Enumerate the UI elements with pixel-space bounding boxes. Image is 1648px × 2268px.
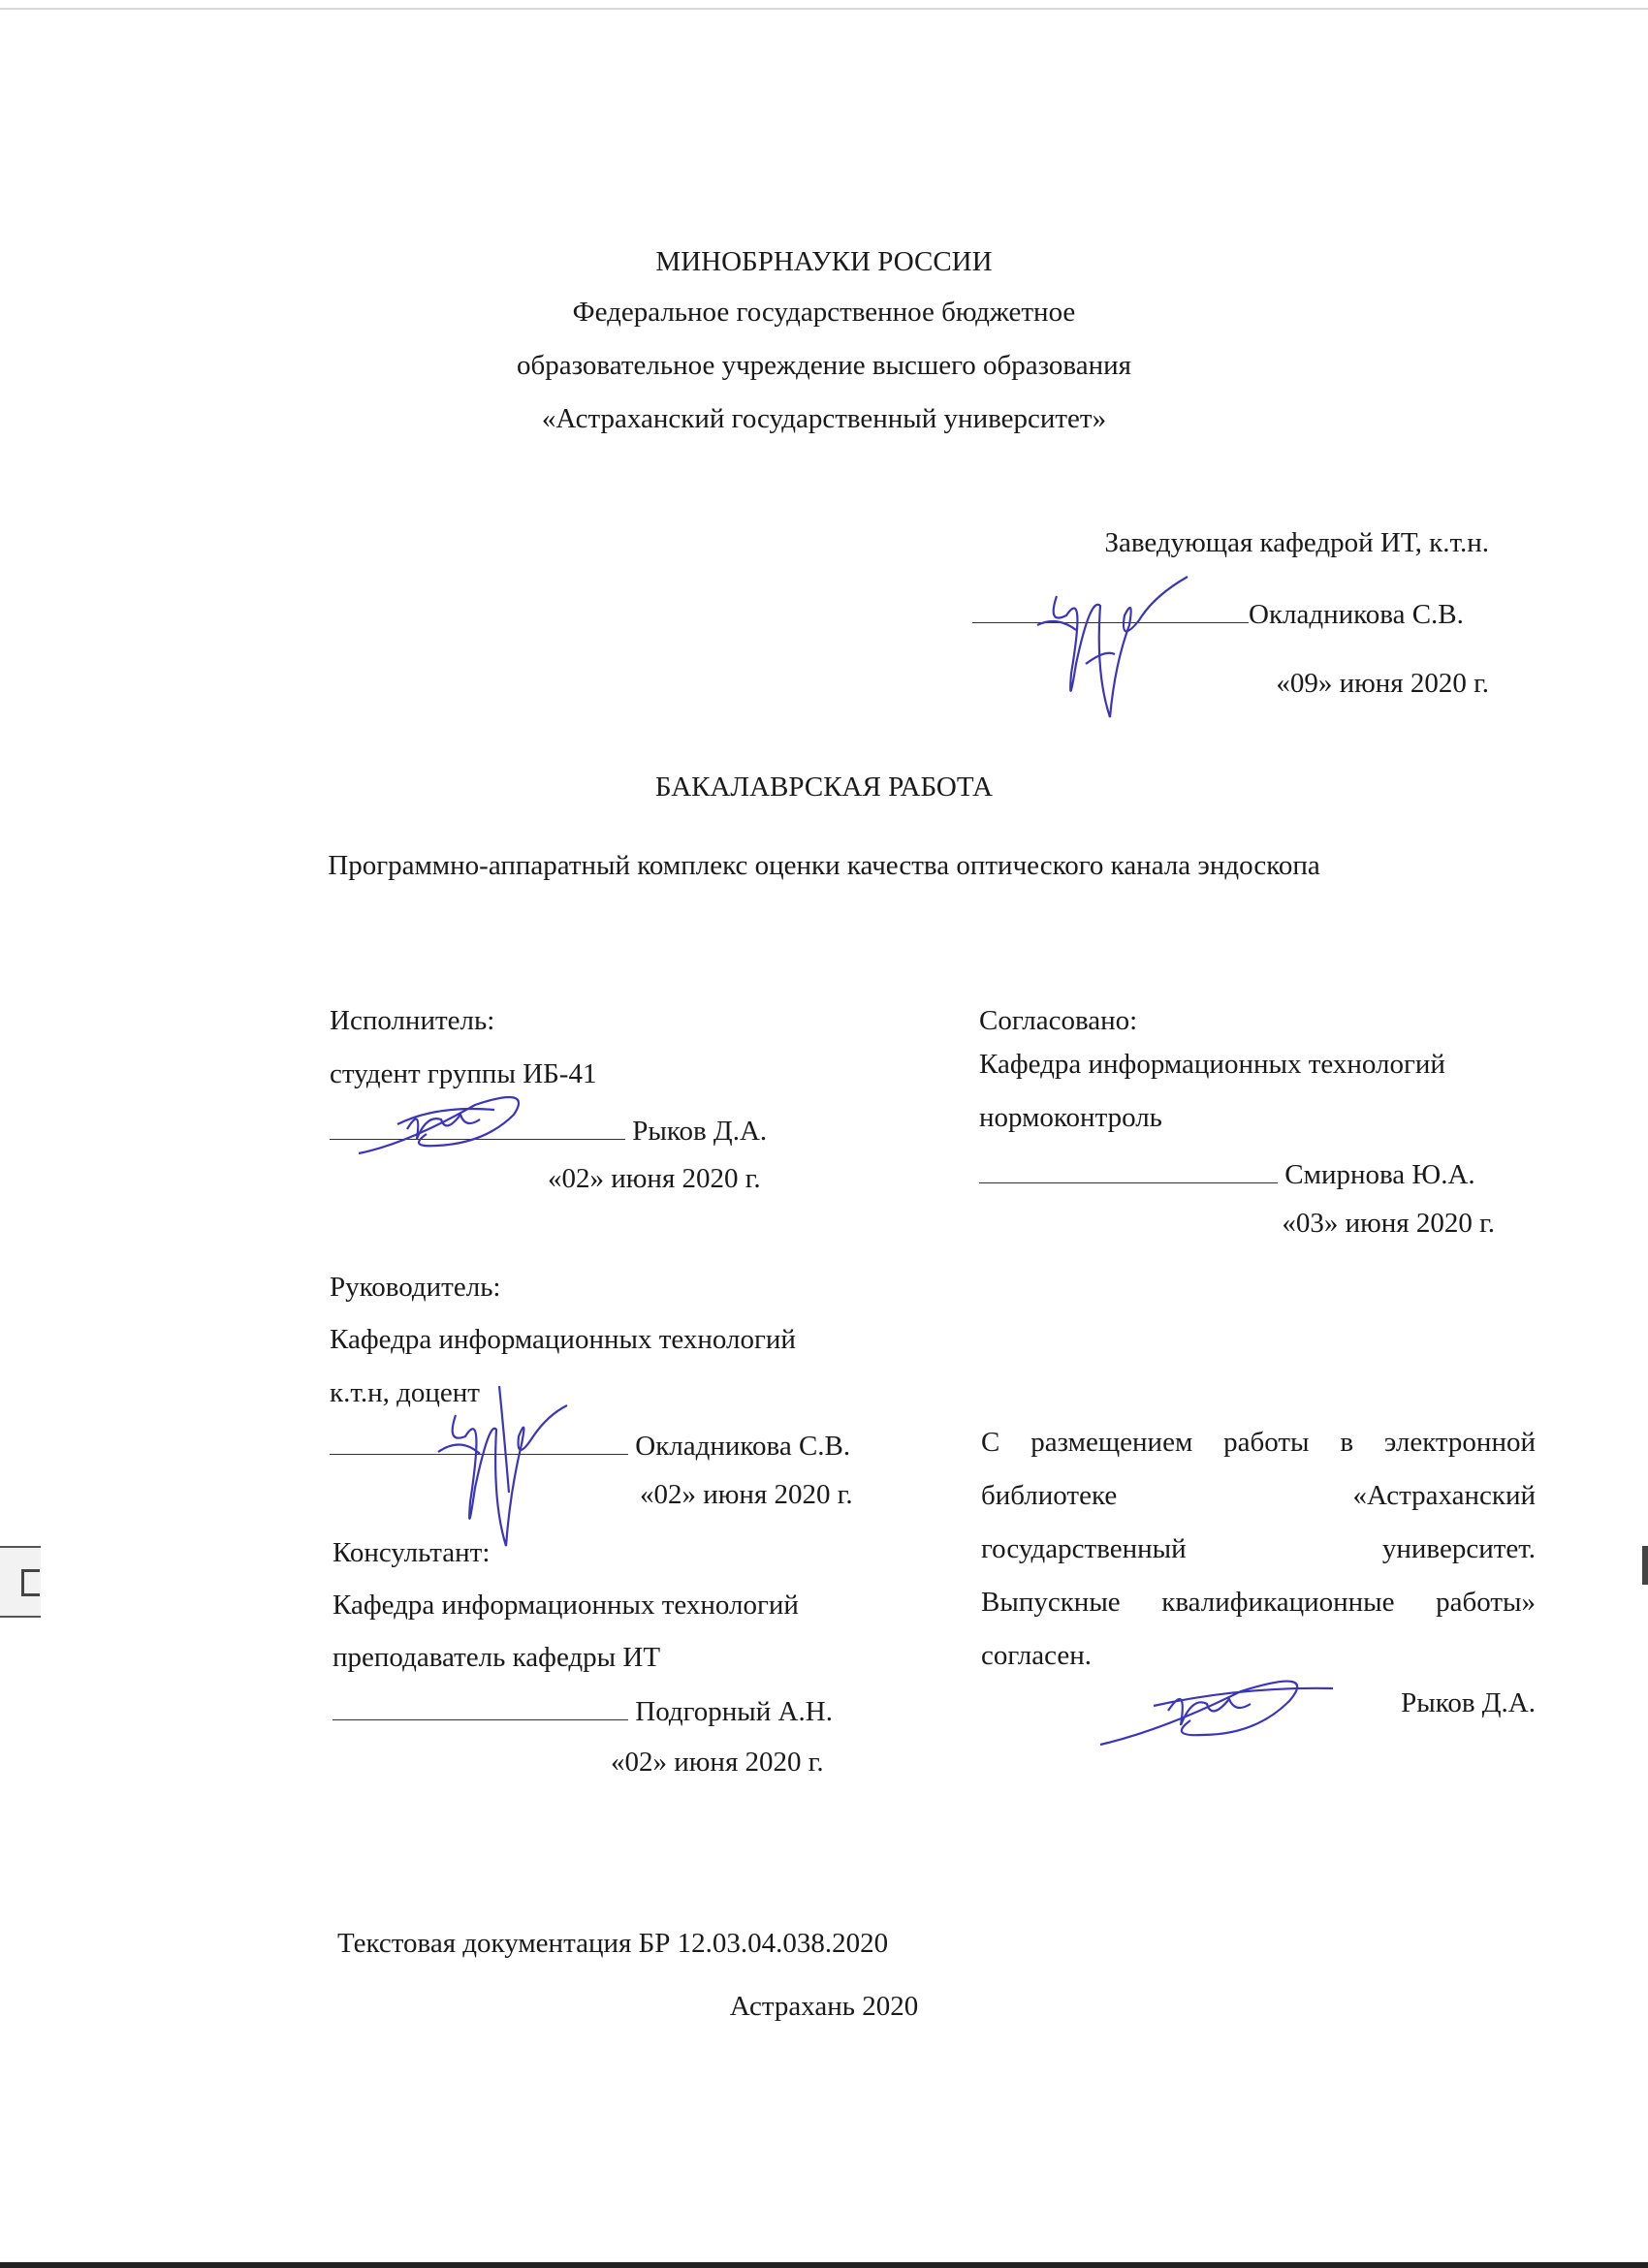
supervisor-sign-row (330, 1423, 850, 1465)
consent-signature (1095, 1667, 1338, 1754)
document-code: Текстовая документация БР 12.03.04.038.2020 (337, 1928, 889, 1959)
scan-bottom-edge (0, 2262, 1648, 2268)
consent-line-1: С размещением работы в электронной (981, 1427, 1536, 1458)
city-year: Астрахань 2020 (729, 1991, 919, 2022)
consultant-dept: Кафедра информационных технологий (333, 1590, 799, 1621)
approver-signature (1018, 557, 1192, 722)
supervisor-role: к.т.н, доцент (330, 1377, 480, 1408)
consultant-label: Консультант: (333, 1537, 491, 1568)
consultant-date: «02» июня 2020 г. (611, 1747, 824, 1778)
supervisor-signature (427, 1376, 572, 1551)
executor-group: студент группы ИБ-41 (330, 1058, 597, 1089)
consent-line-3: государственный университет. (981, 1533, 1536, 1564)
consultant-name: Подгорный А.Н. (635, 1696, 833, 1727)
binder-clip (0, 1546, 41, 1618)
agreed-dept: Кафедра информационных технологий (979, 1049, 1445, 1080)
supervisor-label: Руководитель: (330, 1272, 501, 1303)
institution-type-line2: образовательное учреждение высшего образования (516, 350, 1131, 381)
agreed-sign-row (979, 1151, 1475, 1194)
executor-label: Исполнитель: (330, 1005, 495, 1036)
executor-date: «02» июня 2020 г. (548, 1163, 761, 1194)
agreed-date: «03» июня 2020 г. (1282, 1208, 1495, 1239)
scan-edge-line (0, 8, 1648, 10)
consent-line-5: согласен. (981, 1640, 1093, 1671)
supervisor-dept: Кафедра информационных технологий (330, 1324, 796, 1355)
ministry-name: МИНОБРНАУКИ РОССИИ (655, 246, 993, 277)
agreed-label: Согласовано: (979, 1005, 1138, 1036)
approver-name: Окладникова С.В. (1249, 599, 1464, 630)
university-name: «Астраханский государственный университет» (541, 403, 1107, 434)
consultant-sign-row (333, 1688, 833, 1731)
supervisor-name: Окладникова С.В. (635, 1431, 851, 1462)
executor-signature (349, 1086, 543, 1163)
institution-type-line1: Федеральное государственное бюджетное (572, 297, 1076, 328)
consent-line-4: Выпускные квалификационные работы» (981, 1587, 1536, 1618)
consultant-role: преподаватель кафедры ИТ (333, 1642, 661, 1673)
signature-line (333, 1688, 628, 1720)
consent-name: Рыков Д.А. (1401, 1687, 1536, 1718)
supervisor-date: «02» июня 2020 г. (640, 1479, 853, 1510)
work-topic: Программно-аппаратный комплекс оценки качества оптического канала эндоскопа (328, 850, 1320, 881)
agreed-name: Смирнова Ю.А. (1284, 1159, 1475, 1190)
signature-line (979, 1151, 1278, 1183)
consent-line-2: библиотеке «Астраханский (981, 1480, 1536, 1511)
agreed-role: нормоконтроль (979, 1102, 1162, 1133)
approval-date: «09» июня 2020 г. (1276, 668, 1489, 699)
executor-name: Рыков Д.А. (632, 1116, 768, 1147)
scan-edge-mark (1642, 1546, 1648, 1585)
work-type-title: БАКАЛАВРСКАЯ РАБОТА (654, 772, 994, 803)
approver-position: Заведующая кафедрой ИТ, к.т.н. (1104, 527, 1489, 558)
